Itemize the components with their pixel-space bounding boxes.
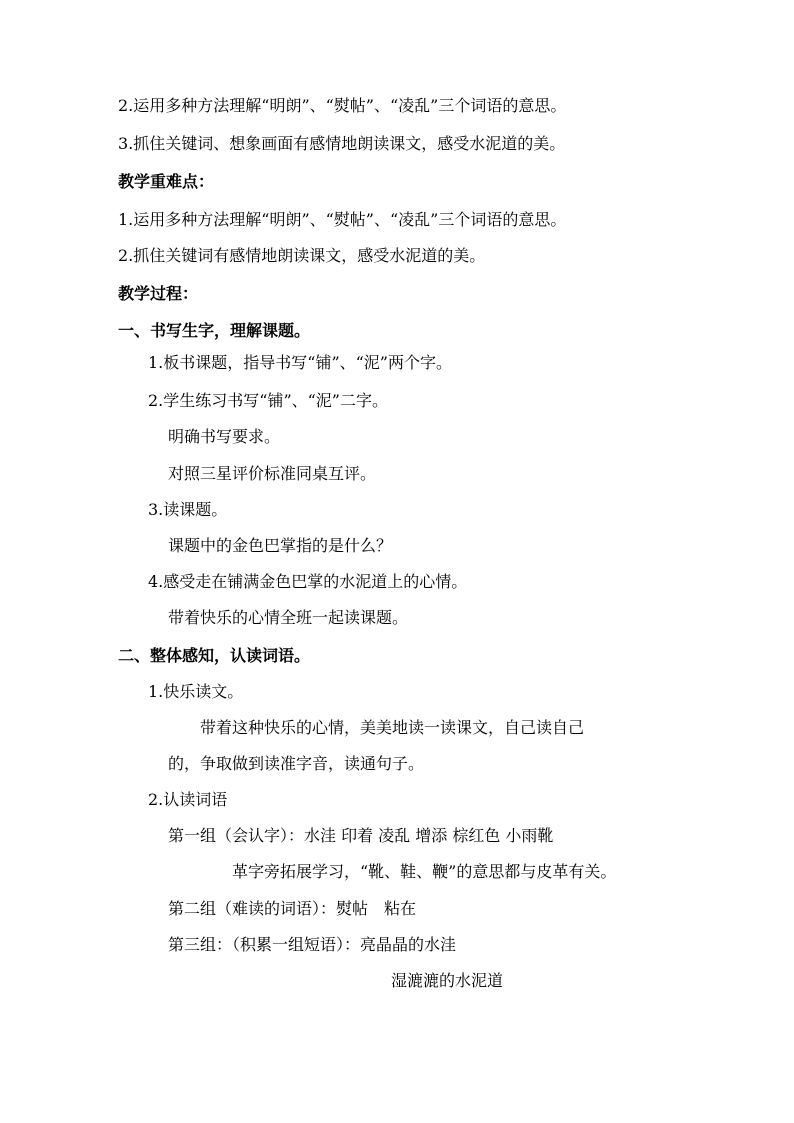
process-heading: 教学过程：	[118, 284, 199, 303]
key-points-heading: 教学重难点：	[118, 172, 215, 191]
section-1-step-2b: 对照三星评价标准同桌互评。	[168, 464, 377, 483]
word-group-1-note: 革字旁拓展学习，“靴、鞋、鞭”的意思都与皮革有关。	[232, 862, 617, 881]
section-2-step-2: 2.认读词语	[148, 790, 228, 809]
section-2-step-1a-line2: 的，争取做到读准字音，读通句子。	[168, 754, 425, 773]
word-group-3-b: 湿漉漉的水泥道	[391, 971, 504, 990]
word-group-2: 第二组（难读的词语）：熨帖 粘在	[168, 899, 417, 918]
section-1-step-3a: 课题中的金色巴掌指的是什么？	[168, 536, 393, 555]
obj-item-2: 2.运用多种方法理解“明朗”、“熨帖”、“凌乱”三个词语的意思。	[118, 96, 567, 115]
section-2-title: 二、整体感知，认读词语。	[118, 646, 311, 665]
section-1-step-4a: 带着快乐的心情全班一起读课题。	[168, 608, 409, 627]
key-point-1: 1.运用多种方法理解“明朗”、“熨帖”、“凌乱”三个词语的意思。	[118, 210, 567, 229]
word-group-3: 第三组：（积累一组短语）：亮晶晶的水洼	[168, 935, 457, 954]
section-2-step-1a-line1: 带着这种快乐的心情，美美地读一读课文，自己读自己	[200, 718, 585, 737]
section-1-step-4: 4.感受走在铺满金色巴掌的水泥道上的心情。	[148, 572, 468, 591]
key-point-2: 2.抓住关键词有感情地朗读课文，感受水泥道的美。	[118, 246, 486, 265]
word-group-1: 第一组（会认字）：水洼 印着 凌乱 增添 棕红色 小雨靴	[168, 826, 554, 845]
section-1-step-1: 1.板书课题，指导书写“铺”、“泥”两个字。	[148, 353, 452, 372]
section-1-step-2: 2.学生练习书写“铺”、“泥”二字。	[148, 391, 388, 410]
section-1-step-2a: 明确书写要求。	[168, 427, 281, 446]
section-2-step-1: 1.快乐读文。	[148, 682, 244, 701]
obj-item-3: 3.抓住关键词、想象画面有感情地朗读课文，感受水泥道的美。	[118, 134, 566, 153]
section-1-step-3: 3.读课题。	[148, 500, 228, 519]
section-1-title: 一、书写生字，理解课题。	[118, 321, 311, 340]
